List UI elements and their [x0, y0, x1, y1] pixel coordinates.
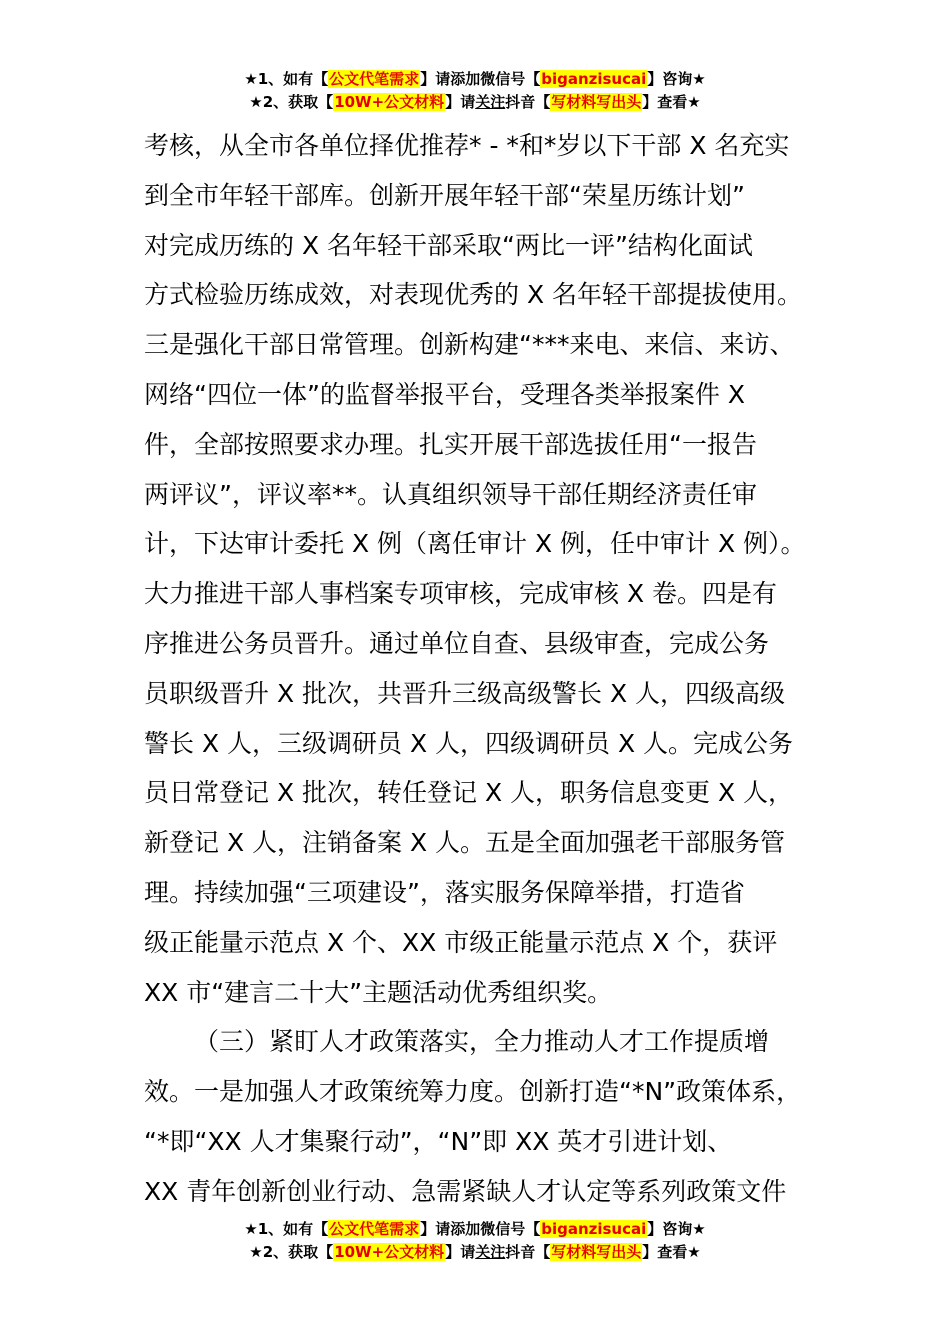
body-line: 件，全部按照要求办理。扎实开展干部选拔任用“一报告 — [144, 429, 757, 459]
body-line: 对完成历练的 X 名年轻干部采取“两比一评”结构化面试 — [144, 230, 753, 260]
header-banner — [0, 68, 950, 114]
body-line: 两评议”，评议率**。认真组织领导干部任期经济责任审 — [144, 479, 757, 509]
body-line: 效。一是加强人才政策统筹力度。创新打造“*N”政策体系， — [144, 1077, 802, 1107]
banner-text: 】查看★ — [642, 93, 701, 111]
banner-text: 】请 — [445, 93, 476, 111]
banner-highlight-materials: 10W+公文材料 — [334, 1243, 445, 1261]
banner-text: 抖音【 — [505, 1243, 551, 1261]
banner-line-1 — [0, 68, 950, 91]
body-line: 到全市年轻干部库。创新开展年轻干部“荣星历练计划” — [144, 180, 745, 210]
body-line: 大力推进干部人事档案专项审核，完成审核 X 卷。四是有 — [144, 579, 778, 609]
banner-highlight-douyin: 写材料写出头 — [551, 1243, 642, 1261]
banner-line-2 — [0, 91, 950, 114]
body-line: 员日常登记 X 批次，转任登记 X 人，职务信息变更 X 人， — [144, 778, 794, 808]
banner-highlight-douyin: 写材料写出头 — [551, 93, 642, 111]
banner-text: 】请添加微信号【 — [420, 1220, 541, 1238]
body-line: 警长 X 人，三级调研员 X 人，四级调研员 X 人。完成公务 — [144, 728, 794, 758]
body-line: 新登记 X 人，注销备案 X 人。五是全面加强老干部服务管 — [144, 828, 786, 858]
body-line: 计，下达审计委托 X 例（离任审计 X 例，任中审计 X 例）。 — [144, 529, 806, 559]
banner-highlight-ghostwriting: 公文代笔需求 — [329, 70, 420, 88]
body-line: 方式检验历练成效，对表现优秀的 X 名年轻干部提拔使用。 — [144, 280, 803, 310]
banner-line-2 — [0, 1241, 950, 1264]
section-heading-line: （三）紧盯人才政策落实，全力推动人才工作提质增 — [194, 1027, 770, 1057]
banner-underlined-text: 关注 — [475, 93, 506, 111]
banner-text: 】咨询★ — [647, 1220, 706, 1238]
banner-text: 】查看★ — [642, 1243, 701, 1261]
banner-text: ★1、如有【 — [244, 70, 329, 88]
banner-text: 抖音【 — [505, 93, 551, 111]
banner-line-1 — [0, 1218, 950, 1241]
banner-text: 】请添加微信号【 — [420, 70, 541, 88]
banner-text: ★1、如有【 — [244, 1220, 329, 1238]
document-body — [144, 121, 834, 1217]
body-line: XX 青年创新创业行动、急需紧缺人才认定等系列政策文件 — [144, 1176, 787, 1206]
banner-text: ★2、获取【 — [249, 93, 334, 111]
banner-highlight-wechat-id: biganzisucai — [541, 1220, 647, 1238]
banner-text: 】请 — [445, 1243, 476, 1261]
body-line: 考核，从全市各单位择优推荐* - *和*岁以下干部 X 名充实 — [144, 131, 790, 160]
banner-text: 】咨询★ — [647, 70, 706, 88]
body-line: “*即“XX 人才集聚行动”，“N”即 XX 英才引进计划、 — [144, 1126, 733, 1156]
banner-highlight-ghostwriting: 公文代笔需求 — [329, 1220, 420, 1238]
body-line: 三是强化干部日常管理。创新构建“***来电、来信、来访、 — [144, 330, 795, 360]
body-line: 理。持续加强“三项建设”，落实服务保障举措，打造省 — [144, 877, 745, 907]
body-line: XX 市“建言二十大”主题活动优秀组织奖。 — [144, 977, 613, 1007]
banner-underlined-text: 关注 — [475, 1243, 506, 1261]
footer-banner — [0, 1218, 950, 1264]
banner-highlight-materials: 10W+公文材料 — [334, 93, 445, 111]
banner-highlight-wechat-id: biganzisucai — [541, 70, 647, 88]
body-line: 网络“四位一体”的监督举报平台，受理各类举报案件 X — [144, 379, 745, 409]
body-line: 员职级晋升 X 批次，共晋升三级高级警长 X 人，四级高级 — [144, 678, 786, 708]
body-line: 序推进公务员晋升。通过单位自查、县级审查，完成公务 — [144, 628, 770, 658]
body-line: 级正能量示范点 X 个、XX 市级正能量示范点 X 个，获评 — [144, 927, 778, 957]
banner-text: ★2、获取【 — [249, 1243, 334, 1261]
